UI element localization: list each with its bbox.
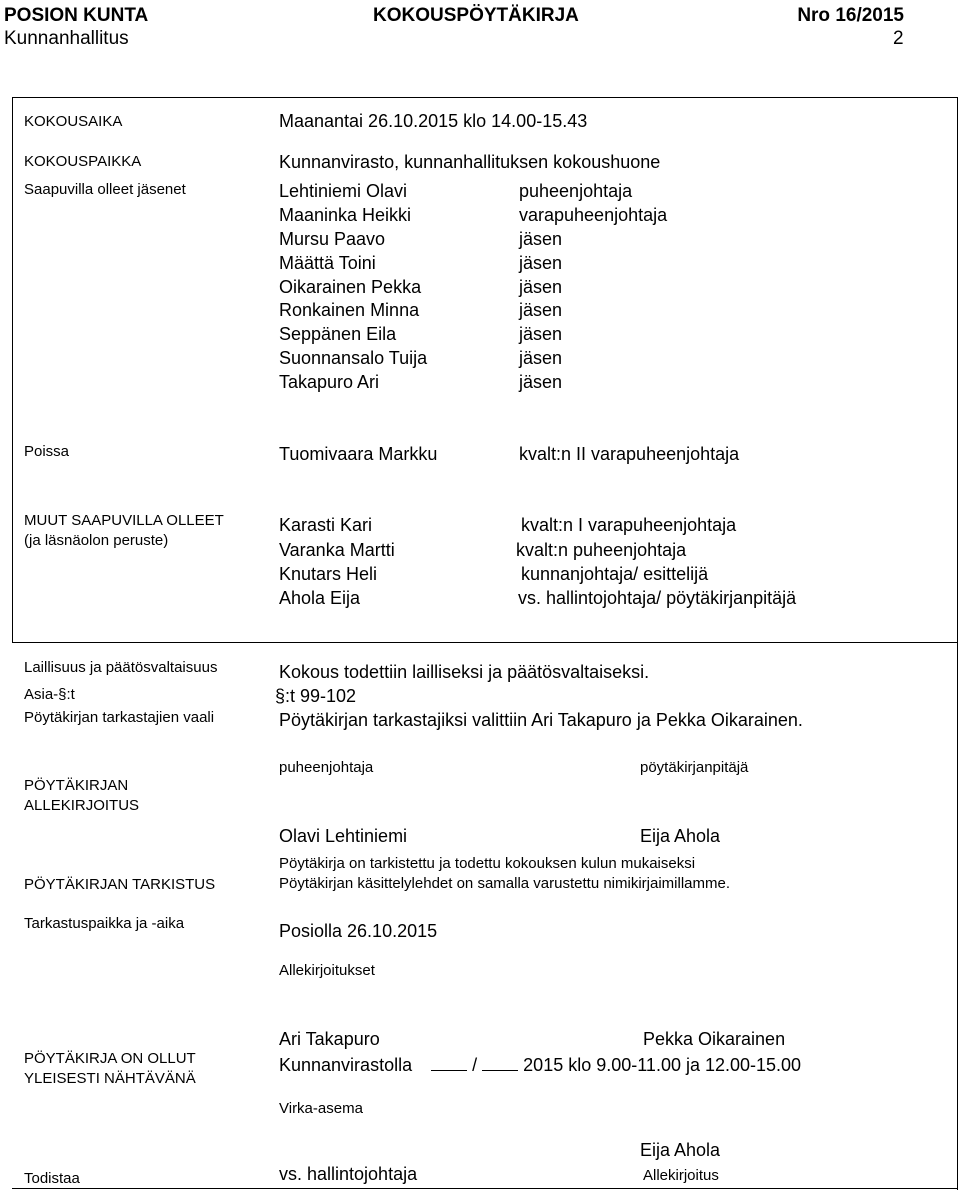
- legality-value: Kokous todettiin lailliseksi ja päätösvaltaiseksi.: [279, 662, 650, 682]
- signature-label: Allekirjoitus: [643, 1167, 719, 1184]
- other-person-role: kvalt:n I varapuheenjohtaja: [521, 515, 737, 535]
- official-name: Eija Ahola: [640, 1140, 721, 1160]
- display-year-time: 2015 klo 9.00-11.00 ja 12.00-15.00: [523, 1055, 802, 1075]
- sections-value: §:t 99-102: [275, 686, 357, 706]
- frame-separator: [12, 642, 958, 643]
- frame-bottom: [12, 1188, 958, 1189]
- member-name: Ronkainen Minna: [279, 300, 420, 320]
- organization-name: POSION KUNTA: [4, 5, 149, 26]
- absent-role: kvalt:n II varapuheenjohtaja: [519, 444, 740, 464]
- display-location-line: [279, 1055, 801, 1076]
- other-person-name: Ahola Eija: [279, 588, 361, 608]
- review-signatures-label: Allekirjoitukset: [279, 962, 375, 979]
- date-slash: /: [472, 1055, 478, 1075]
- other-person-name: Varanka Martti: [279, 540, 395, 560]
- member-name: Oikarainen Pekka: [279, 277, 422, 297]
- sections-label: Asia-§:t: [24, 686, 75, 703]
- meeting-time-value: Maanantai 26.10.2015 klo 14.00-15.43: [279, 111, 588, 131]
- official-title: vs. hallintojohtaja: [279, 1164, 418, 1184]
- secretary-name: Eija Ahola: [640, 826, 721, 846]
- other-person-name: Knutars Heli: [279, 564, 378, 584]
- others-sublabel: (ja läsnäolon peruste): [24, 532, 169, 549]
- member-name: Määttä Toini: [279, 253, 376, 273]
- governing-body: Kunnanhallitus: [4, 28, 129, 49]
- absent-name: Tuomivaara Markku: [279, 444, 438, 464]
- other-person-name: Karasti Kari: [279, 515, 373, 535]
- member-role: varapuheenjohtaja: [519, 205, 668, 225]
- member-name: Maaninka Heikki: [279, 205, 412, 225]
- signature-section-sublabel: ALLEKIRJOITUS: [24, 797, 140, 814]
- public-display-sublabel: YLEISESTI NÄHTÄVÄNÄ: [24, 1070, 196, 1087]
- document-number: Nro 16/2015: [797, 5, 904, 26]
- frame-left-top: [12, 97, 13, 642]
- inspectors-value: Pöytäkirjan tarkastajiksi valittiin Ari Takapuro ja Pekka Oikarainen.: [279, 710, 803, 730]
- review-place-label: Tarkastuspaikka ja -aika: [24, 915, 185, 932]
- display-location: Kunnanvirastolla: [279, 1055, 413, 1075]
- member-name: Seppänen Eila: [279, 324, 397, 344]
- other-person-role: kvalt:n puheenjohtaja: [516, 540, 687, 560]
- meeting-place-label: KOKOUSPAIKKA: [24, 153, 142, 170]
- public-display-label: PÖYTÄKIRJA ON OLLUT: [24, 1050, 196, 1067]
- present-members-label: Saapuvilla olleet jäsenet: [24, 181, 186, 198]
- secretary-title: pöytäkirjanpitäjä: [640, 759, 749, 776]
- member-role: jäsen: [519, 300, 563, 320]
- page-number: 2: [893, 28, 904, 49]
- review-place-value: Posiolla 26.10.2015: [279, 921, 438, 941]
- day-blank: [431, 1056, 467, 1071]
- others-label: MUUT SAAPUVILLA OLLEET: [24, 512, 224, 529]
- office-label: Virka-asema: [279, 1100, 363, 1117]
- frame-right-top: [957, 97, 958, 642]
- public-signer1: Ari Takapuro: [279, 1029, 380, 1049]
- member-role: jäsen: [519, 324, 563, 344]
- member-role: puheenjohtaja: [519, 181, 633, 201]
- member-name: Mursu Paavo: [279, 229, 386, 249]
- chair-title: puheenjohtaja: [279, 759, 374, 776]
- member-role: jäsen: [519, 253, 563, 273]
- document-type: KOKOUSPÖYTÄKIRJA: [373, 5, 579, 26]
- member-name: Lehtiniemi Olavi: [279, 181, 408, 201]
- frame-right-bottom: [957, 642, 958, 1190]
- member-role: jäsen: [519, 277, 563, 297]
- public-signer2: Pekka Oikarainen: [643, 1029, 786, 1049]
- absent-label: Poissa: [24, 443, 70, 460]
- member-name: Takapuro Ari: [279, 372, 380, 392]
- signature-section-label: PÖYTÄKIRJAN: [24, 777, 129, 794]
- member-name: Suonnansalo Tuija: [279, 348, 428, 368]
- member-role: jäsen: [519, 229, 563, 249]
- member-role: jäsen: [519, 348, 563, 368]
- meeting-place-value: Kunnanvirasto, kunnanhallituksen kokoushuone: [279, 152, 661, 172]
- other-person-role: kunnanjohtaja/ esittelijä: [521, 564, 709, 584]
- review-line2: Pöytäkirjan käsittelylehdet on samalla varustettu nimikirjaimillamme.: [279, 875, 731, 892]
- other-person-role: vs. hallintojohtaja/ pöytäkirjanpitäjä: [518, 588, 797, 608]
- inspectors-label: Pöytäkirjan tarkastajien vaali: [24, 709, 215, 726]
- certify-label: Todistaa: [24, 1170, 80, 1187]
- chair-name: Olavi Lehtiniemi: [279, 826, 408, 846]
- review-line1: Pöytäkirja on tarkistettu ja todettu kokouksen kulun mukaiseksi: [279, 855, 696, 872]
- frame-top: [12, 97, 958, 98]
- legality-label: Laillisuus ja päätösvaltaisuus: [24, 659, 218, 676]
- review-label: PÖYTÄKIRJAN TARKISTUS: [24, 876, 216, 893]
- member-role: jäsen: [519, 372, 563, 392]
- meeting-time-label: KOKOUSAIKA: [24, 113, 123, 130]
- month-blank: [482, 1056, 518, 1071]
